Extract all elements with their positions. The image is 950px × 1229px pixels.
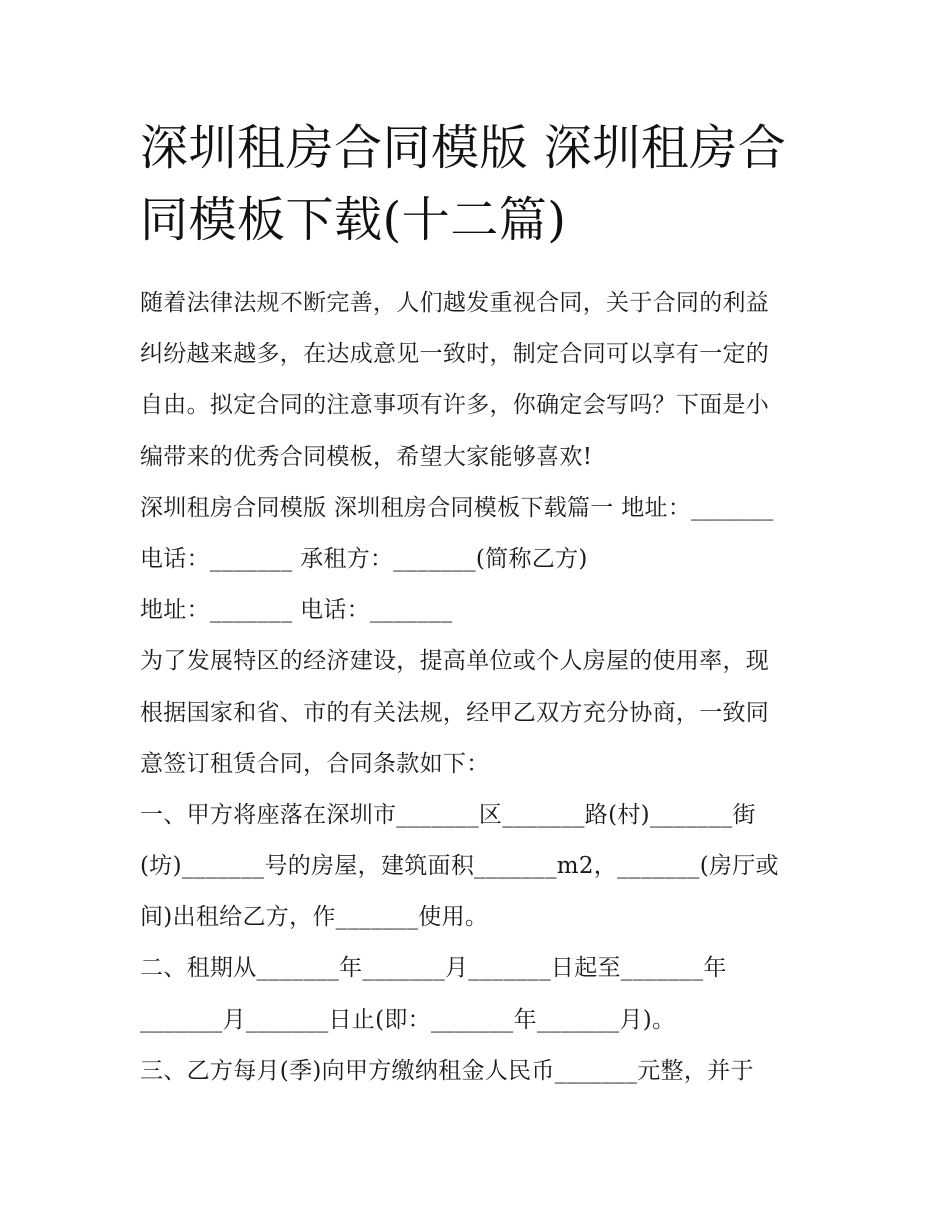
document-title (140, 112, 820, 256)
body-line-10: 意签订租赁合同，合同条款如下： (140, 750, 490, 777)
body-line-13: 间)出租给乙方，作_______使用。 (140, 904, 489, 931)
body-line-9: 根据国家和省、市的有关法规，经甲乙双方充分协商，一致同 (140, 699, 770, 726)
body-line-2: 纠纷越来越多，在达成意见一致时，制定合同可以享有一定的 (140, 341, 770, 368)
body-line-14: 二、租期从_______年_______月_______日起至_______年 (140, 955, 727, 982)
body-line-8: 为了发展特区的经济建设，提高单位或个人房屋的使用率，现 (140, 648, 770, 675)
body-line-3: 自由。拟定合同的注意事项有许多，你确定会写吗？下面是小 (140, 392, 770, 419)
body-line-11: 一、甲方将座落在深圳市_______区_______路(村)_______街 (140, 801, 756, 828)
body-line-7: 地址：_______ 电话：_______ (140, 597, 453, 624)
body-line-15: _______月_______日止(即：_______年_______月)。 (140, 1006, 676, 1033)
title-line-1: 深圳租房合同模版 深圳租房合 (140, 120, 787, 176)
document-body (140, 278, 820, 1097)
body-line-16: 三、乙方每月(季)向甲方缴纳租金人民币_______元整，并于 (140, 1057, 754, 1084)
body-line-6: 电话：_______ 承租方：_______(简称乙方) (140, 545, 588, 572)
body-line-12: (坊)_______号的房屋，建筑面积_______m2，_______(房厅或 (140, 853, 779, 880)
body-line-1: 随着法律法规不断完善，人们越发重视合同，关于合同的利益 (140, 290, 770, 316)
body-line-5: 深圳租房合同模版 深圳租房合同模板下载篇一 地址：_______ (140, 494, 774, 521)
title-line-2: 同模板下载(十二篇) (140, 192, 567, 248)
body-line-4: 编带来的优秀合同模板，希望大家能够喜欢! (140, 443, 593, 470)
